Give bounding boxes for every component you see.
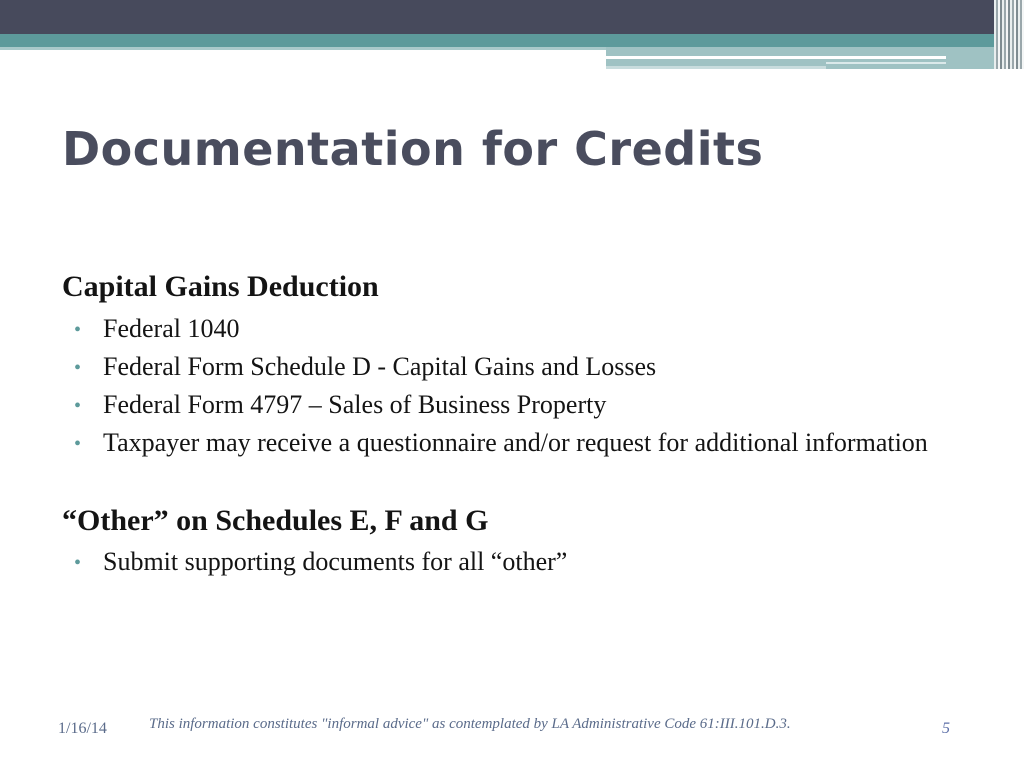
- bullet-dot-icon: •: [74, 432, 82, 455]
- header-band-white-line: [606, 56, 946, 59]
- bullet-text: Federal Form Schedule D - Capital Gains and Losses: [103, 351, 657, 381]
- footer-date: 1/16/14: [58, 720, 107, 737]
- slide-title: Documentation for Credits: [62, 122, 764, 176]
- bullet-dot-icon: •: [74, 318, 82, 341]
- list-item: [62, 426, 962, 460]
- section-heading: Capital Gains Deduction: [62, 270, 379, 303]
- bullet-dot-icon: •: [74, 356, 82, 379]
- bullet-list: [62, 545, 962, 579]
- bullet-text: Taxpayer may receive a questionnaire and/or request for additional information: [103, 427, 928, 457]
- header-band-teal: [0, 34, 1024, 47]
- bullet-text: Submit supporting documents for all “other”: [103, 547, 568, 576]
- header-band-light-left: [0, 47, 606, 50]
- section-capital-gains: [62, 268, 962, 460]
- footer-disclaimer: This information constitutes "informal advice" as contemplated by LA Administrative Code 61:III.101.D.3.: [149, 716, 791, 732]
- bullet-dot-icon: •: [74, 552, 82, 574]
- section-other-schedules: [62, 502, 962, 580]
- section-spacer: [62, 464, 962, 502]
- list-item: [62, 388, 962, 422]
- list-item: [62, 350, 962, 384]
- section-heading: “Other” on Schedules E, F and G: [62, 503, 489, 537]
- header-band-dark: [0, 0, 1024, 34]
- list-item: [62, 312, 962, 346]
- bullet-dot-icon: •: [74, 394, 82, 417]
- footer-page-number: 5: [942, 720, 950, 737]
- list-item: [62, 545, 962, 579]
- header-vertical-stripes: [994, 0, 1024, 69]
- bullet-list: [62, 312, 962, 460]
- header-band-white-line-secondary: [826, 62, 946, 64]
- header-band-grey-stripe: [606, 66, 826, 69]
- bullet-text: Federal 1040: [103, 313, 240, 343]
- bullet-text: Federal Form 4797 – Sales of Business Property: [103, 389, 607, 419]
- slide-content: [62, 268, 962, 583]
